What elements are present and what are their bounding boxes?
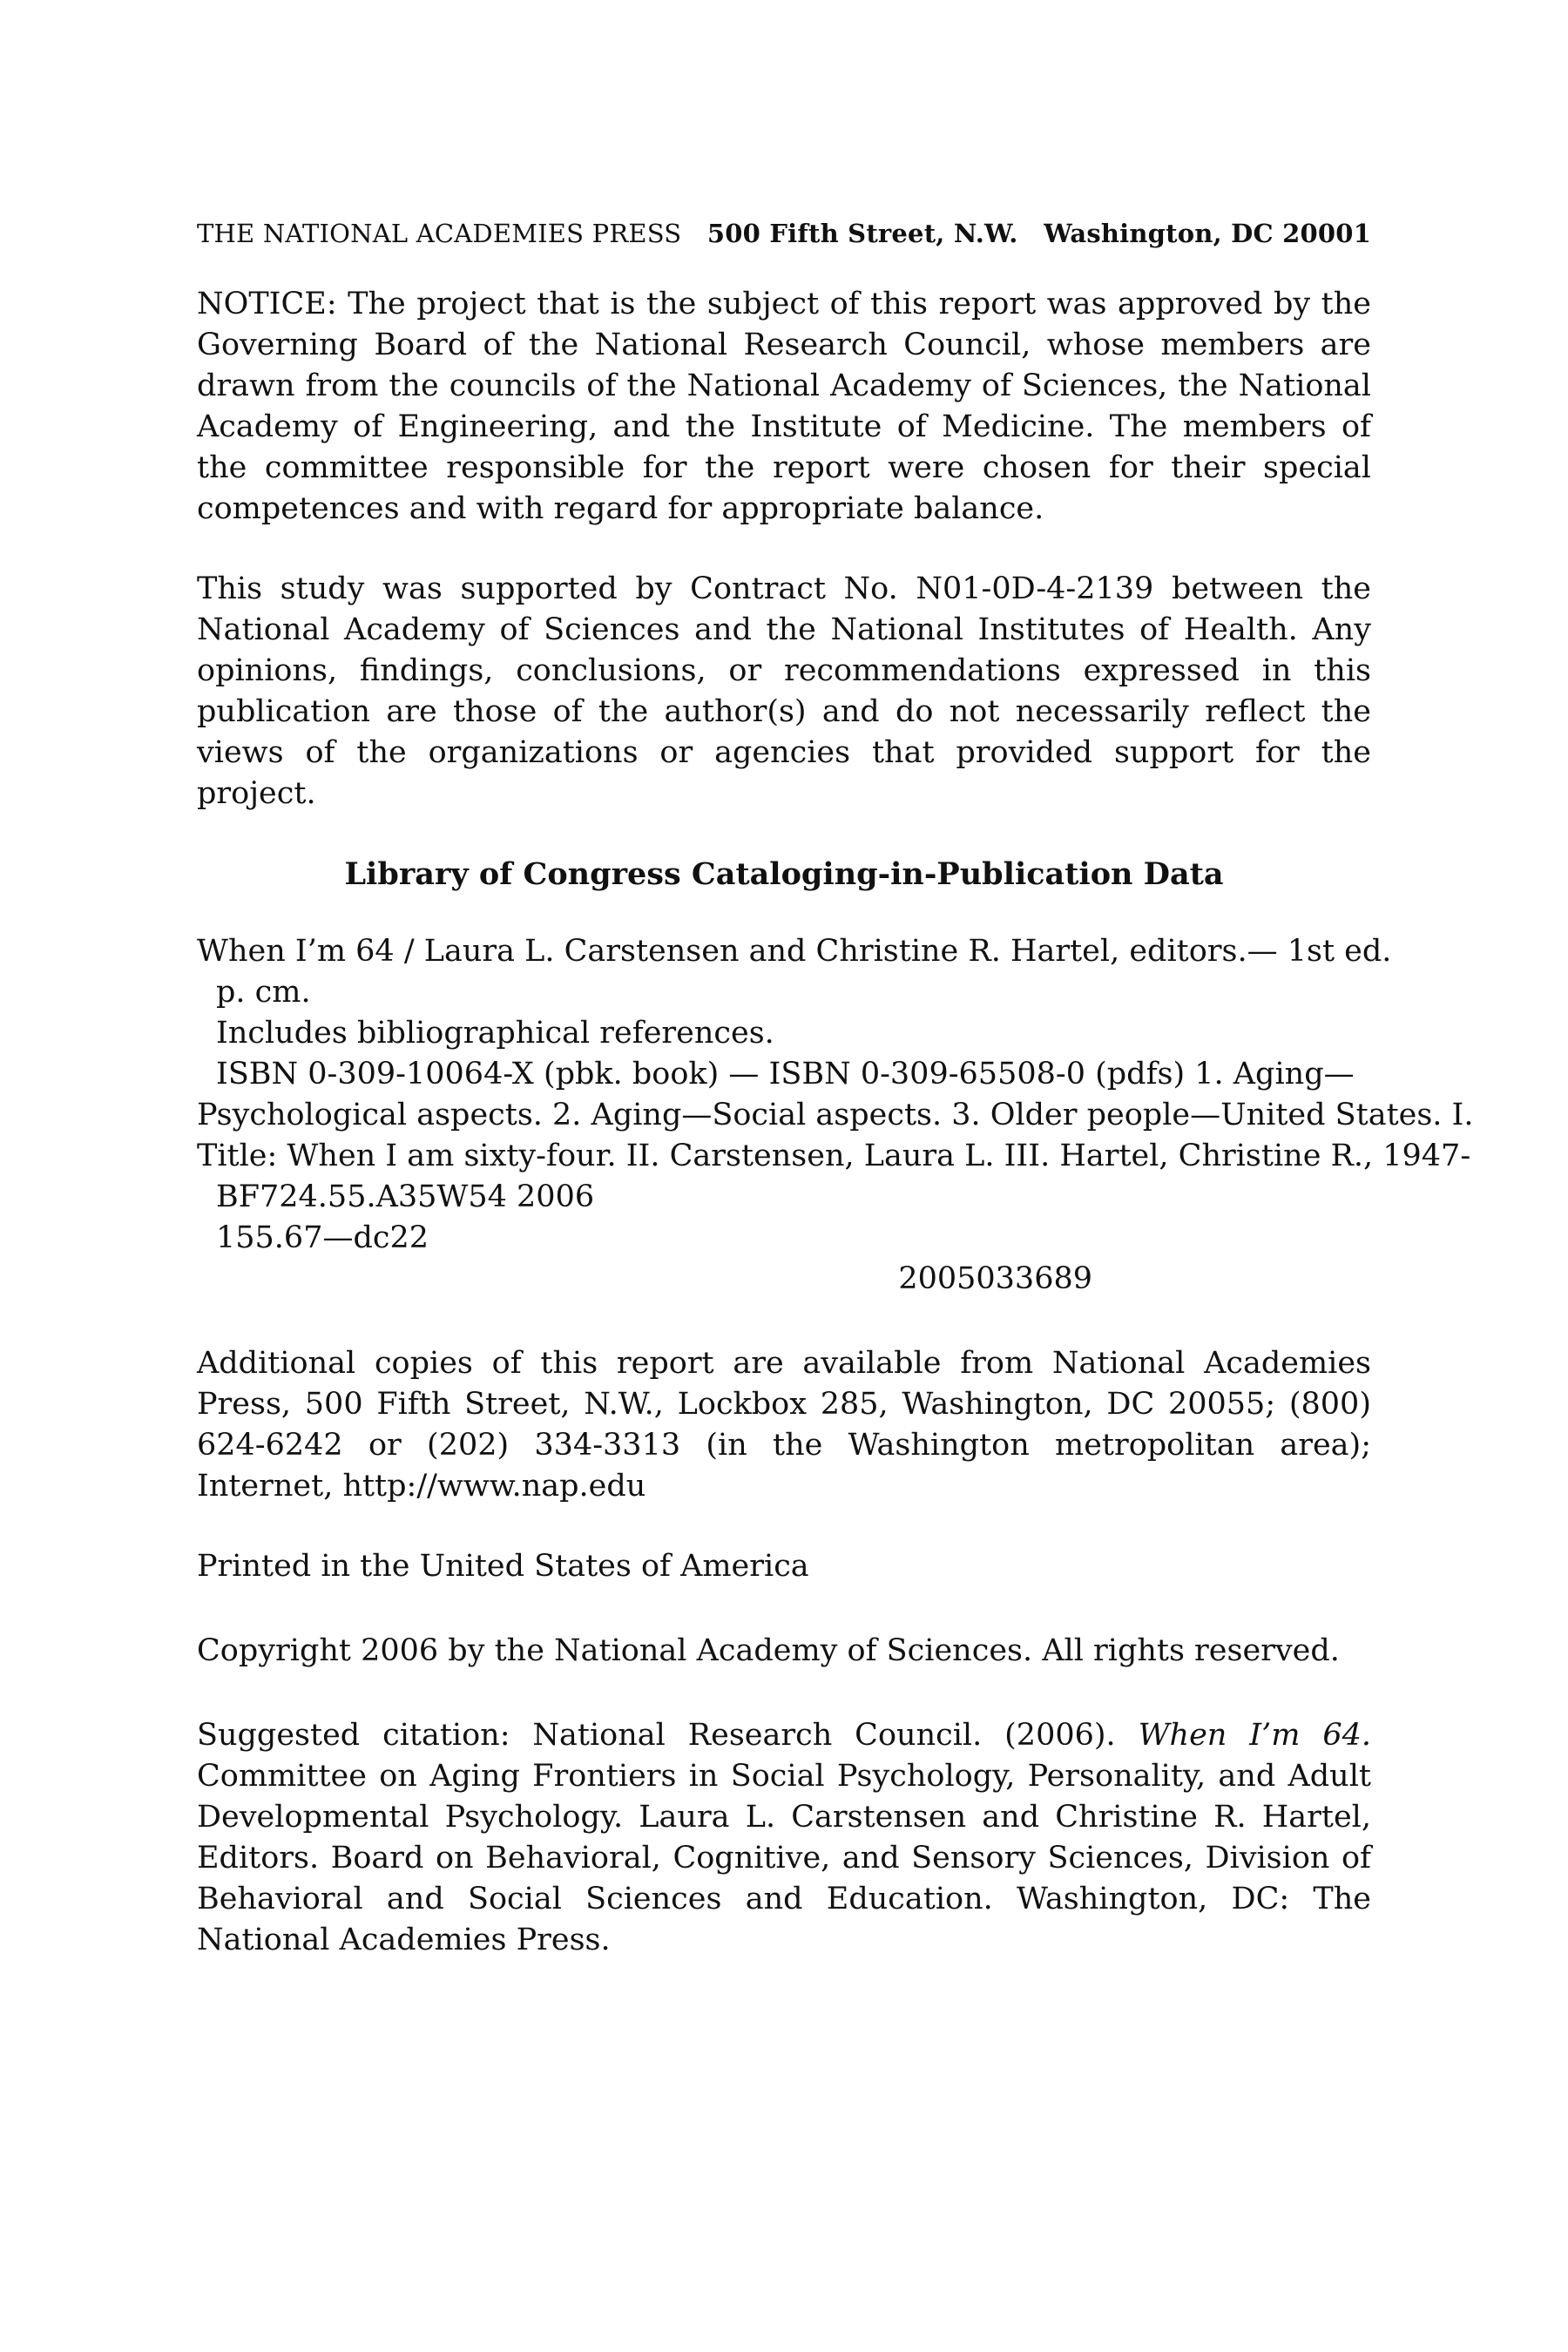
cip-lccn: 2005033689: [898, 1261, 1092, 1296]
cip-title-line: When I’m 64 / Laura L. Carstensen and Christine R. Hartel, editors.— 1st ed.: [197, 934, 1392, 969]
citation-rest: Committee on Aging Frontiers in Social Psychology, Personality, and Adult Developmental Psychology. Laura L. Carstensen and Christine R. Hartel, Editors. Board on Behavioral, Cognitive, and Sensory Sciences, Division of Behavioral and Social Sciences and Education. Washington, DC: The National Academies Press.: [197, 1759, 1371, 1957]
cip-isbn-line: ISBN 0-309-10064-X (pbk. book) — ISBN 0-309-65508-0 (pdfs) 1. Aging—: [216, 1057, 1355, 1092]
copyright-line: Copyright 2006 by the National Academy of Sciences. All rights reserved.: [197, 1633, 1340, 1668]
cip-bibliography-line: Includes bibliographical references.: [216, 1016, 774, 1051]
cip-dewey-number: 155.67—dc22: [216, 1220, 429, 1255]
cip-title-added-line: Title: When I am sixty-four. II. Carstensen, Laura L. III. Hartel, Christine R., 1947-: [197, 1139, 1471, 1173]
press-street: 500 Fifth Street, N.W.: [706, 219, 1018, 248]
printed-in-line: Printed in the United States of America: [197, 1549, 809, 1584]
cip-subjects-line: Psychological aspects. 2. Aging—Social aspects. 3. Older people—United States. I.: [197, 1098, 1474, 1132]
press-city: Washington, DC 20001: [1044, 219, 1371, 248]
cip-call-number: BF724.55.A35W54 2006: [216, 1179, 595, 1214]
availability-paragraph: Additional copies of this report are available from National Academies Press, 500 Fifth Street, N.W., Lockbox 285, Washington, DC 20055; (800) 624-6242 or (202) 334-3313 (in the Washington metropolitan area); Internet, http://www.nap.edu: [197, 1346, 1371, 1504]
copyright-page: [197, 216, 1474, 1961]
citation-lead: Suggested citation: National Research Council. (2006).: [197, 1718, 1139, 1753]
citation-title: When I’m 64.: [1138, 1718, 1371, 1753]
cip-pages-line: p. cm.: [216, 975, 311, 1010]
support-paragraph: This study was supported by Contract No. N01-0D-4-2139 between the National Academy of Sciences and the National Institutes of Health. Any opinions, findings, conclusions, or recommendations expressed in this publication are those of the author(s) and do not necessarily reflect the views of the organizations or agencies that provided support for the project.: [197, 571, 1371, 811]
press-name: THE NATIONAL ACADEMIES PRESS: [197, 219, 682, 248]
cip-record: [197, 931, 1474, 1300]
cip-heading: Library of Congress Cataloging-in-Publication Data: [344, 856, 1224, 892]
publisher-header: [197, 216, 1371, 251]
suggested-citation: [197, 1715, 1371, 1961]
notice-paragraph: NOTICE: The project that is the subject of this report was approved by the Governing Board of the National Research Council, whose members are drawn from the councils of the National Academy of Sciences, the National Academy of Engineering, and the Institute of Medicine. The members of the committee responsible for the report were chosen for their special competences and with regard for appropriate balance.: [197, 287, 1371, 526]
